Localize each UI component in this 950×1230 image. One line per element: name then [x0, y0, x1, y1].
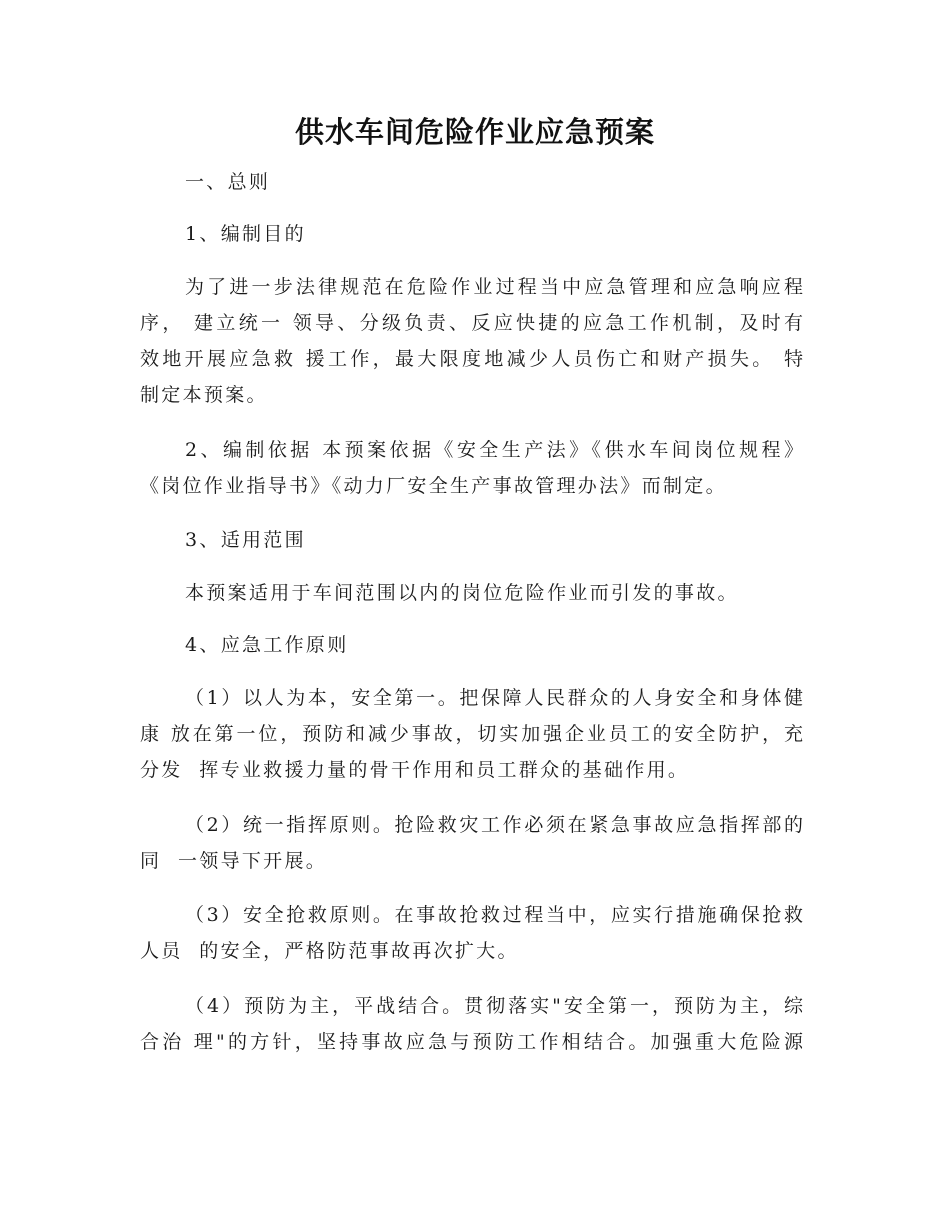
paragraph-line: 《岗位作业指导书》《动力厂安全生产事故管理办法》而制定。 [140, 475, 727, 497]
paragraph-line: 康 放在第一位，预防和减少事故，切实加强企业员工的安全防护，充 [140, 723, 804, 745]
subheading-purpose: 1、编制目的 [185, 223, 306, 245]
paragraph-line: 2、编制依据 本预案依据《安全生产法》《供水车间岗位规程》 [185, 439, 804, 461]
paragraph-line: 为了进一步法律规范在危险作业过程当中应急管理和应急响应程 [185, 276, 804, 298]
paragraph-line: （2）统一指挥原则。抢险救灾工作必须在紧急事故应急指挥部的 [185, 814, 804, 836]
paragraph-line: 制定本预案。 [140, 384, 268, 406]
paragraph-line: 同 一领导下开展。 [140, 850, 328, 872]
section-heading-general: 一、总则 [185, 171, 271, 193]
subheading-principles: 4、应急工作原则 [185, 634, 349, 656]
subheading-scope: 3、适用范围 [185, 529, 306, 551]
paragraph-line: 合治 理"的方针，坚持事故应急与预防工作相结合。加强重大危险源 [140, 1031, 804, 1053]
paragraph-line: 序， 建立统一 领导、分级负责、反应快捷的应急工作机制，及时有 [140, 312, 804, 334]
paragraph-line: 本预案适用于车间范围以内的岗位危险作业而引发的事故。 [185, 582, 739, 604]
paragraph-line: 人员 的安全，严格防范事故再次扩大。 [140, 940, 519, 962]
paragraph-line: （3）安全抢救原则。在事故抢救过程当中，应实行措施确保抢救 [185, 904, 804, 926]
paragraph-line: （1）以人为本，安全第一。把保障人民群众的人身安全和身体健 [185, 687, 804, 709]
document-title: 供水车间危险作业应急预案 [294, 115, 655, 149]
paragraph-line: 分发 挥专业救援力量的骨干作用和员工群众的基础作用。 [140, 759, 690, 781]
paragraph-line: 效地开展应急救 援工作，最大限度地减少人员伤亡和财产损失。 特 [140, 348, 804, 370]
paragraph-line: （4）预防为主，平战结合。贯彻落实"安全第一，预防为主，综 [185, 995, 804, 1017]
